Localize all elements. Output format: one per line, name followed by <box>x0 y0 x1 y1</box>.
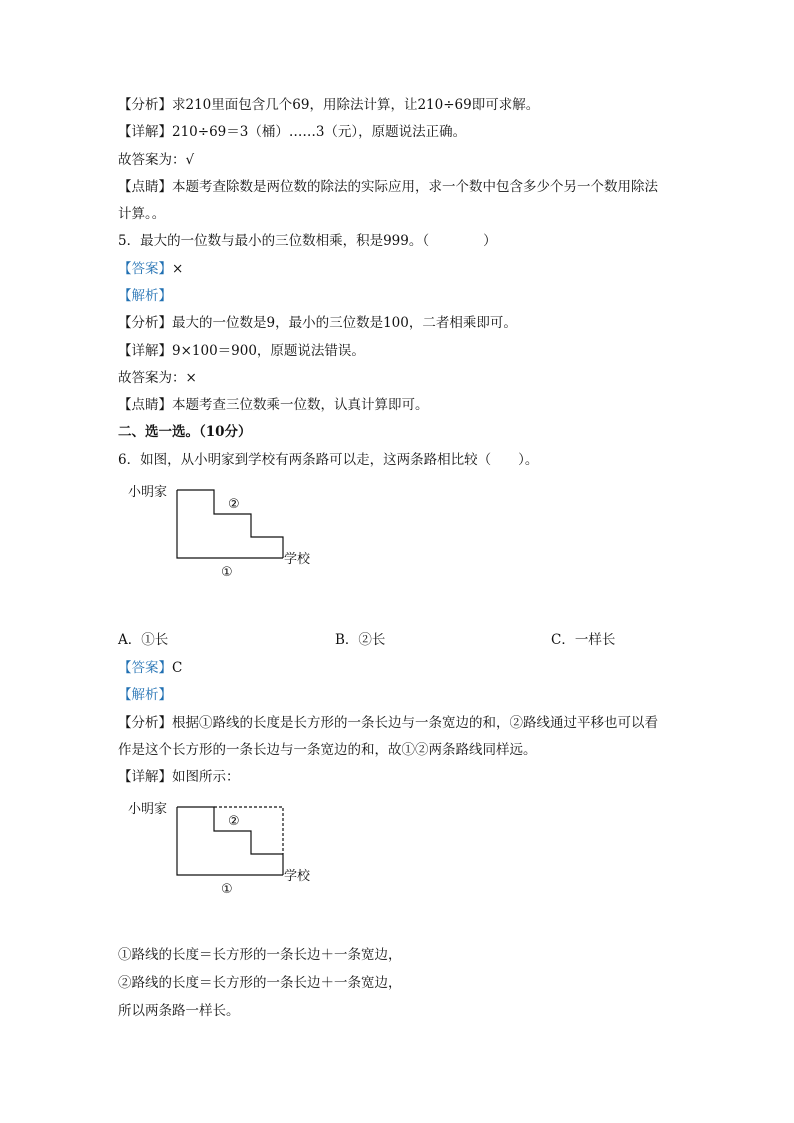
q5-answer-value: × <box>172 261 184 277</box>
q4-final-answer: 故答案为：√ <box>118 152 195 168</box>
q6-answer-value: C <box>172 660 183 676</box>
figure-route2-label: ② <box>228 497 240 512</box>
q6-conclusion-line1: ①路线的长度＝长方形的一条长边＋一条宽边， <box>118 947 402 963</box>
q6-conclusion-line2: ②路线的长度＝长方形的一条长边＋一条宽边， <box>118 975 402 991</box>
q5-final-answer: 故答案为：× <box>118 370 197 386</box>
figure-route1-label: ① <box>221 565 233 580</box>
q4-comment-line1: 【点睛】本题考查除数是两位数的除法的实际应用，求一个数中包含多少个另一个数用除法 <box>118 179 658 195</box>
q6-question: 6．如图，从小明家到学校有两条路可以走，这两条路相比较（ ）。 <box>118 452 539 468</box>
q5-detail: 【详解】9×100＝900，原题说法错误。 <box>118 343 365 359</box>
q6-detail: 【详解】如图所示： <box>118 769 240 785</box>
q6-route-figure <box>118 478 328 588</box>
q4-analysis: 【分析】求210里面包含几个69，用除法计算，让210÷69即可求解。 <box>118 97 540 113</box>
q6-option-a: A．①长 <box>118 632 169 648</box>
q6-option-c: C．一样长 <box>551 632 616 648</box>
q6-analysis-line2: 作是这个长方形的一条长边与一条宽边的和，故①②两条路线同样远。 <box>118 742 537 758</box>
q5-analysis: 【分析】最大的一位数是9，最小的三位数是100，二者相乘即可。 <box>118 315 517 331</box>
solution-route2-label: ② <box>228 814 240 829</box>
q6-solution-figure <box>118 795 328 905</box>
q6-option-b: B．②长 <box>335 632 386 648</box>
figure-home-label: 小明家 <box>128 485 168 500</box>
solution-route1-label: ① <box>221 882 233 897</box>
figure-school-label: 学校 <box>284 552 311 567</box>
q5-answer-tag: 【答案】 <box>118 261 172 277</box>
q4-comment-line2: 计算。。 <box>118 206 166 222</box>
q5-answer <box>118 260 183 278</box>
q5-explain-tag: 【解析】 <box>118 288 172 304</box>
q6-explain-tag: 【解析】 <box>118 687 172 703</box>
q6-analysis-line1: 【分析】根据①路线的长度是长方形的一条长边与一条宽边的和，②路线通过平移也可以看 <box>118 715 658 731</box>
q5-question: 5．最大的一位数与最小的三位数相乘，积是999。（ ） <box>118 233 497 249</box>
q6-conclusion-line3: 所以两条路一样长。 <box>118 1003 240 1019</box>
q6-answer <box>118 659 182 677</box>
q6-answer-tag: 【答案】 <box>118 660 172 676</box>
q4-detail: 【详解】210÷69＝3（桶）……3（元），原题说法正确。 <box>118 124 467 140</box>
solution-home-label: 小明家 <box>128 802 168 817</box>
solution-school-label: 学校 <box>284 869 311 884</box>
q5-comment: 【点睛】本题考查三位数乘一位数，认真计算即可。 <box>118 397 429 413</box>
section2-heading: 二、选一选。（10分） <box>118 424 252 440</box>
